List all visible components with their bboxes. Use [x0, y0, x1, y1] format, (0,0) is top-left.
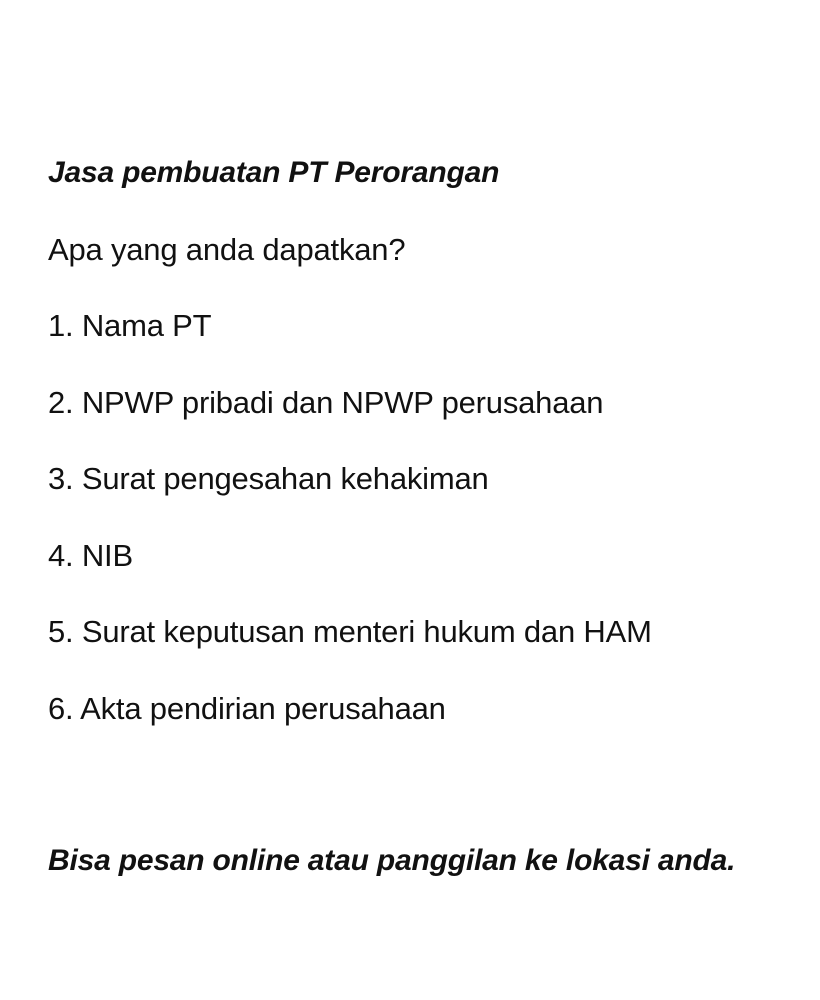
- list-item: 5. Surat keputusan menteri hukum dan HAM: [48, 614, 652, 649]
- document-footer-note: Bisa pesan online atau panggilan ke lokasi anda.: [48, 844, 736, 877]
- list-item: 3. Surat pengesahan kehakiman: [48, 461, 489, 496]
- document-subtitle: Apa yang anda dapatkan?: [48, 232, 406, 267]
- list-item: 4. NIB: [48, 538, 133, 573]
- list-item: 6. Akta pendirian perusahaan: [48, 691, 446, 726]
- list-item: 2. NPWP pribadi dan NPWP perusahaan: [48, 385, 604, 420]
- list-item: 1. Nama PT: [48, 308, 212, 343]
- document-title: Jasa pembuatan PT Perorangan: [48, 156, 500, 189]
